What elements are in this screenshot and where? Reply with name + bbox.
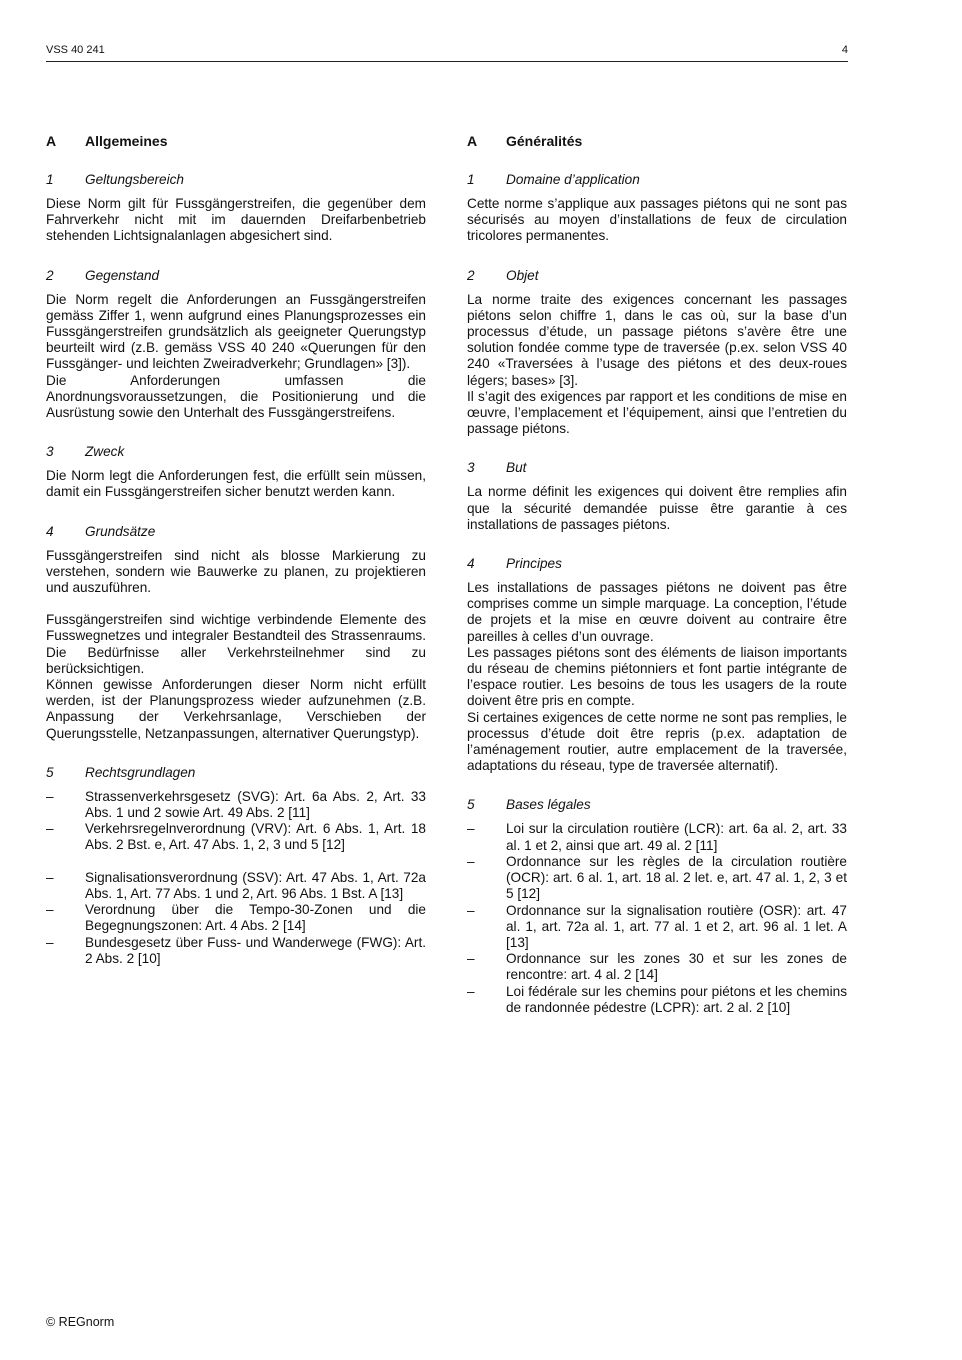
subsection-heading [467, 797, 847, 813]
list-item [46, 935, 426, 967]
subsection-heading [467, 556, 847, 572]
list-item [467, 903, 847, 952]
section-letter: A [46, 133, 57, 149]
section-heading [467, 133, 847, 149]
section-letter: A [467, 133, 478, 149]
dash-bullet: – [46, 902, 54, 918]
subsection-domaine-application [467, 172, 847, 245]
list-item-text: Loi sur la circulation routière (LCR): art. 6a al. 2, art. 33 al. 1 et 2, ainsi que art. 49 al. 2 [11] [506, 821, 847, 853]
paragraph: Die Anforderungen umfassen die Anordnungsvoraussetzungen, die Positionierung und die Ausrüstung sowie den Unterhalt des Fussgängerstreifens. [46, 372, 426, 421]
dash-bullet: – [467, 853, 475, 869]
paragraph: Fussgängerstreifen sind nicht als blosse Markierung zu verstehen, sondern wie Bauwerke zu planen, zu projektieren und auszuführen. [46, 547, 426, 596]
paragraph: Les passages piétons sont des éléments de liaison importants du réseau de chemins piétonniers et font partie intégrante de l’espace routier. Les besoins de tous les usagers de la route doivent être pris en compte. [467, 644, 847, 709]
subsection-title: Geltungsbereich [85, 172, 184, 187]
dash-bullet: – [46, 869, 54, 885]
paragraph: Die Norm legt die Anforderungen fest, die erfüllt sein müssen, damit ein Fussgängerstreifen sicher benutzt werden kann. [46, 468, 426, 500]
list-item-text: Signalisationsverordnung (SSV): Art. 47 Abs. 1, Art. 72a Abs. 1, Art. 77 Abs. 1 und 2, Art. 96 Abs. 1 Bst. A [13] [85, 869, 426, 901]
subsection-title: Grundsätze [85, 523, 156, 539]
paragraph: La norme définit les exigences qui doivent être remplies afin que la sécurité demandée puisse être garantie à ces installations de passages piétons. [467, 484, 847, 532]
dash-bullet: – [467, 902, 475, 918]
german-column [46, 133, 426, 990]
list-item-text: Strassenverkehrsgesetz (SVG): Art. 6a Abs. 2, Art. 33 Abs. 1 und 2 sowie Art. 49 Abs. 2 [11] [85, 788, 426, 821]
paragraph: Il s’agit des exigences par rapport et les conditions de mise en œuvre, l’emplacement et l’équipement, ainsi que l’entretien du passage piétons. [467, 388, 847, 437]
list-item [46, 789, 426, 821]
dash-bullet: – [46, 934, 54, 950]
dash-bullet: – [467, 821, 475, 837]
list-item [467, 854, 847, 903]
copyright-notice: © REGnorm [46, 1315, 115, 1329]
paragraph: Cette norme s’applique aux passages piétons qui ne sont pas sécurisés au moyen d’installations de feux de circulation tricolores permanentes. [467, 196, 847, 244]
list-item [467, 984, 847, 1016]
list-item [46, 902, 426, 934]
list-item-text: Verkehrsregelnverordnung (VRV): Art. 6 Abs. 1, Art. 18 Abs. 2 Bst. e, Art. 47 Abs. 1, 2, 3 und 5 [12] [85, 821, 426, 853]
list-item-text: Ordonnance sur les zones 30 et sur les zones de rencontre: art. 4 al. 2 [14] [506, 951, 847, 983]
subsection-principes [467, 556, 847, 774]
subsection-heading [467, 268, 847, 284]
subsection-rechtsgrundlagen [46, 765, 426, 967]
document-id: VSS 40 241 [46, 44, 105, 56]
subsection-zweck [46, 444, 426, 500]
subsection-heading [46, 172, 426, 188]
paragraph: Können gewisse Anforderungen dieser Norm nicht erfüllt werden, ist der Planungsprozess wieder aufzunehmen (z.B. Anpassung der Verkehrsanlage, Verschieben der Querungsstelle, Netzanpassungen, alternativer Querungstyp). [46, 677, 426, 741]
subsection-title: But [506, 460, 527, 476]
subsection-number: 2 [467, 267, 475, 283]
header-rule [46, 61, 848, 62]
paragraph: La norme traite des exigences concernant les passages piétons selon chiffre 1, dans le cas où, sur la base d’un processus d’étude, un passage piétons s’avère être une solution fondée comme type de traversée (p.ex. selon VSS 40 240 «Traversées à l’usage des piétons et des deux-roues légers; bases» [3]. [467, 291, 847, 388]
section-title: Généralités [506, 133, 583, 149]
subsection-number: 5 [467, 797, 475, 813]
paragraph: Si certaines exigences de cette norme ne sont pas remplies, le processus d’étude doit être repris (p.ex. adaptation de l’aménagement routier, autre emplacement de la traversée, adaptations du réseau, type de traversée alternatif). [467, 709, 847, 774]
list-item [46, 821, 426, 853]
dash-bullet: – [46, 788, 54, 804]
subsection-title: Bases légales [506, 797, 591, 813]
subsection-title: Rechtsgrundlagen [85, 764, 196, 780]
list-item [467, 821, 847, 853]
legal-basis-list [467, 821, 847, 1015]
list-item-text: Ordonnance sur les règles de la circulation routière (OCR): art. 6 al. 1, art. 18 al. 2 let. e, art. 47 al. 1, 2, 3 et 5 [12] [506, 853, 847, 902]
subsection-number: 2 [46, 267, 54, 283]
subsection-title: Objet [506, 267, 539, 283]
subsection-title: Domaine d’application [506, 172, 640, 187]
subsection-grundsaetze [46, 524, 426, 742]
subsection-title: Zweck [85, 444, 125, 460]
paragraph: Les installations de passages piétons ne doivent pas être comprises comme un simple marquage. La conception, l’étude de projets et la mise en œuvre doivent au contraire être pareilles à celles d’un ouvrage. [467, 580, 847, 644]
subsection-geltungsbereich [46, 172, 426, 245]
subsection-heading [46, 268, 426, 284]
dash-bullet: – [467, 951, 475, 967]
subsection-heading [46, 444, 426, 460]
list-item-text: Loi fédérale sur les chemins pour piétons et les chemins de randonnée pédestre (LCPR): art. 2 al. 2 [10] [506, 983, 847, 1015]
paragraph: Fussgängerstreifen sind wichtige verbindende Elemente des Fusswegnetzes und integraler Bestandteil des Strassenraums. Die Bedürfnisse aller Verkehrsteilnehmer sind zu berücksichtigen. [46, 612, 426, 676]
subsection-number: 3 [46, 444, 54, 460]
section-heading [46, 133, 426, 149]
paragraph: Diese Norm gilt für Fussgängerstreifen, die gegenüber dem Fahrverkehr nicht mit im dauernden Dreifarbenbetrieb stehenden Lichtsignalanlagen abgesichert sind. [46, 196, 426, 244]
subsection-heading [46, 524, 426, 540]
dash-bullet: – [46, 821, 54, 837]
list-item-text: Verordnung über die Tempo-30-Zonen und die Begegnungszonen: Art. 4 Abs. 2 [14] [85, 902, 426, 934]
list-item [46, 870, 426, 902]
list-item-text: Bundesgesetz über Fuss- und Wanderwege (FWG): Art. 2 Abs. 2 [10] [85, 934, 426, 966]
subsection-number: 5 [46, 764, 54, 780]
dash-bullet: – [467, 983, 475, 999]
subsection-number: 1 [467, 172, 475, 187]
subsection-heading [467, 172, 847, 188]
page-number: 4 [841, 44, 848, 56]
subsection-but [467, 460, 847, 533]
subsection-number: 4 [467, 556, 475, 572]
french-column [467, 133, 847, 1039]
subsection-title: Principes [506, 556, 562, 572]
subsection-number: 1 [46, 172, 54, 187]
subsection-objet [467, 268, 847, 438]
subsection-number: 3 [467, 460, 475, 476]
legal-basis-list [46, 789, 426, 967]
section-title: Allgemeines [85, 133, 168, 149]
paragraph: Die Norm regelt die Anforderungen an Fussgängerstreifen gemäss Ziffer 1, wenn aufgrund eines Planungsprozesses ein Fussgängerstreifen grundsätzlich als geeigneter Querungstyp beurteilt wird (z.B. gemäss VSS 40 240 «Querungen für den Fussgänger- und leichten Zweiradverkehr; Grundlagen» [3]). [46, 291, 426, 372]
subsection-heading [467, 460, 847, 476]
subsection-heading [46, 765, 426, 781]
subsection-number: 4 [46, 523, 54, 539]
subsection-title: Gegenstand [85, 267, 160, 283]
subsection-gegenstand [46, 268, 426, 422]
list-item-text: Ordonnance sur la signalisation routière (OSR): art. 47 al. 1, art. 72a al. 1, art. 77 al. 1 et 2, art. 96 al. 1 let. A [13] [506, 902, 847, 950]
list-item [467, 951, 847, 983]
subsection-bases-legales [467, 797, 847, 1015]
